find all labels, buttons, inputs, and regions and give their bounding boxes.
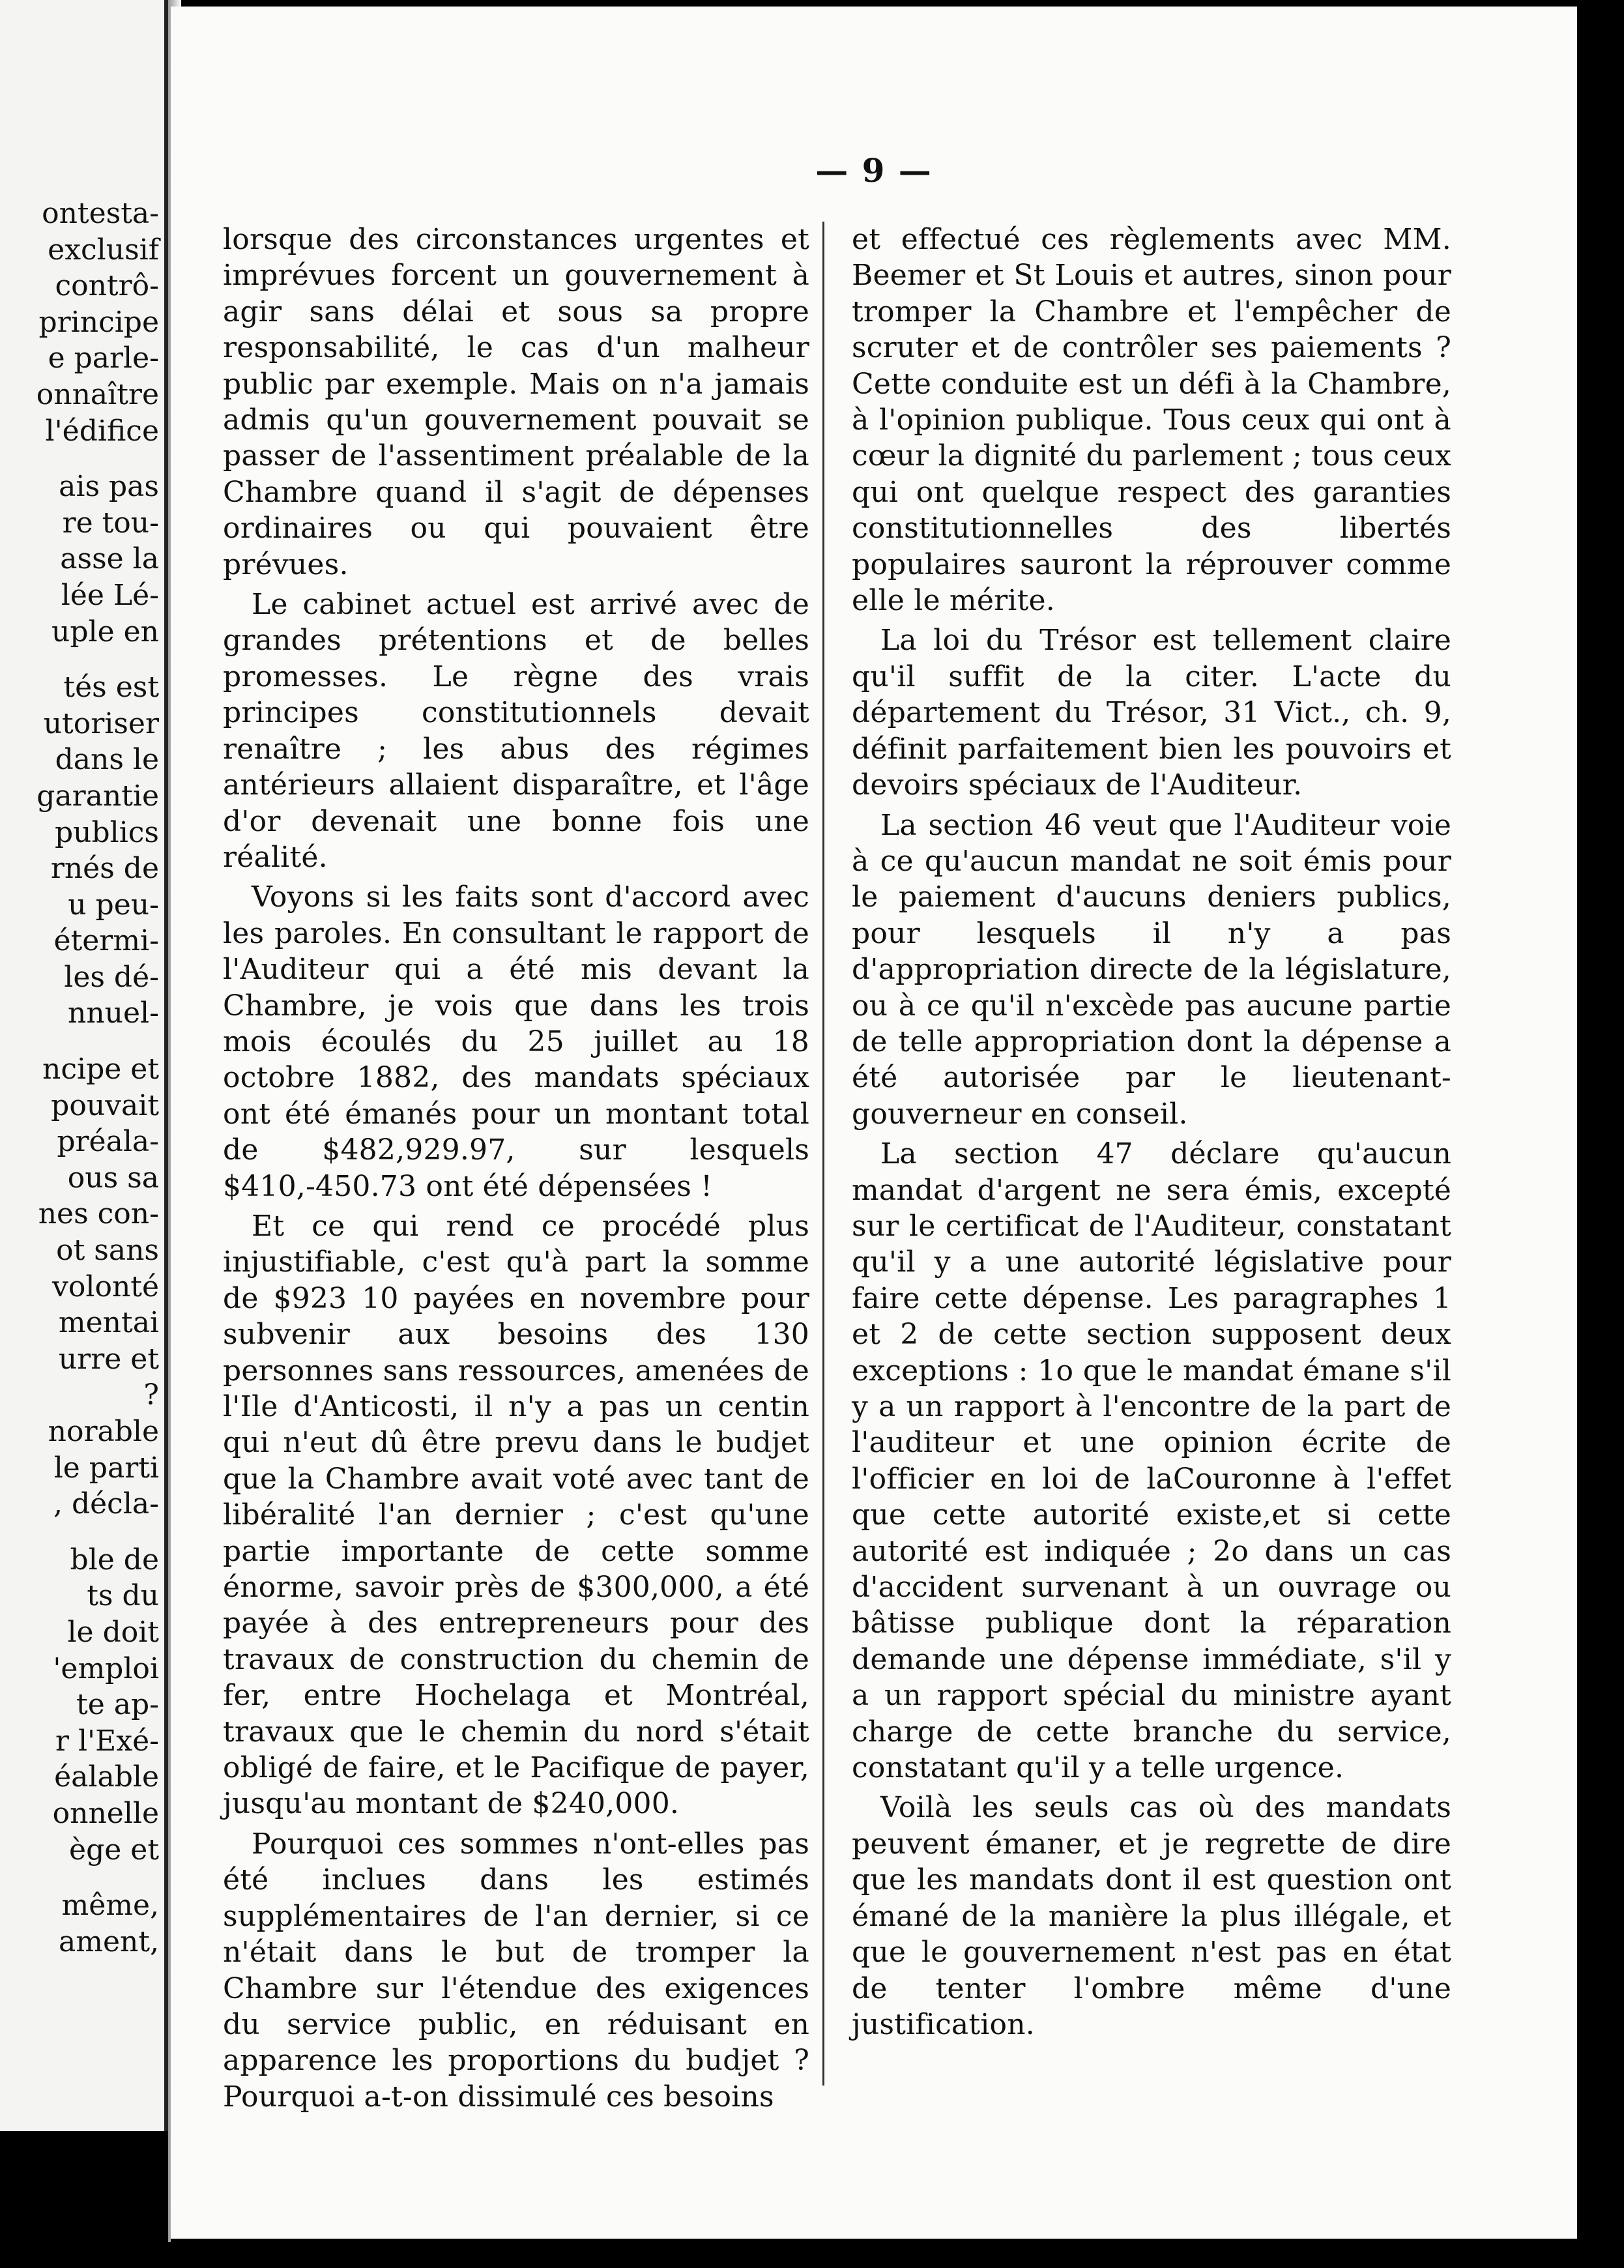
facing-page-line: volonté [52, 1270, 159, 1303]
facing-page-line: , décla- [53, 1487, 159, 1521]
paragraph: Et ce qui rend ce procédé plus injustifiable, c'est qu'à part la somme de $923 10 payées en novembre pour subvenir aux besoins des 130 personnes sans ressources, amenées de l'Ile d'Anticosti, il n'y a pas un centin qui n'eut dû être prevu dans le budjet que la Chambre avait voté avec tant de libéralité l'an dernier ; c'est qu'une partie importante de cette somme énorme, savoir près de $300,000, a été payée à des entrepreneurs pour des travaux de construction du chemin de fer, entre Hochelaga et Montréal, travaux que le chemin du nord s'était obligé de faire, et le Pacifique de payer, jusqu'au montant de $240,000. [223, 1209, 809, 1821]
paragraph: lorsque des circonstances urgentes et imprévues forcent un gouvernement à agir sans délai et sous sa propre responsabilité, le cas d'un malheur public par exemple. Mais on n'a jamais admis qu'un gouvernement pouvait se passer de l'assentiment préalable de la Chambre quand il s'agit de dépenses ordinaires ou qui pouvaient être prévues. [223, 223, 809, 581]
paragraph: et effectué ces règlements avec MM. Beemer et St Louis et autres, sinon pour tromper la Chambre et l'empêcher de scruter et de contrôler ses paiements ? Cette conduite est un défi à la Chambre, à l'opinion publique. Tous ceux qui ont à cœur la dignité du parlement ; tous ceux qui ont quelque respect des garanties constitutionnelles des libertés populaires sauront la réprouver comme elle le mérite. [852, 223, 1451, 618]
facing-page-line: le parti [53, 1451, 159, 1485]
paragraph: Voyons si les faits sont d'accord avec les paroles. En consultant le rapport de l'Auditeur qui a été mis devant la Chambre, je vois que dans les trois mois écoulés du 25 juillet au 18 octobre 1882, des mandats spéciaux ont été émanés pour un montant total de $482,929.97, sur lesquels $410,-450.73 ont été dépensées ! [223, 880, 809, 1203]
facing-page-line: nnuel- [68, 996, 159, 1030]
facing-page-line: ncipe et [42, 1053, 159, 1086]
facing-page-line: le doit [67, 1615, 159, 1649]
facing-page-text [0, 196, 164, 1960]
facing-page-line: étermi- [53, 924, 159, 958]
column-divider [822, 222, 824, 2086]
facing-page-line: dans le [55, 743, 159, 777]
facing-page-line: uple en [51, 615, 159, 648]
facing-page-line: ontesta- [42, 197, 159, 230]
facing-page-line: te ap- [76, 1688, 159, 1722]
facing-page-line: contrô- [55, 269, 159, 303]
scan-bottom-edge [171, 2239, 1577, 2268]
facing-page-line: publics [54, 815, 159, 849]
facing-page-line: préala- [57, 1125, 159, 1159]
facing-page-line: nes con- [38, 1197, 159, 1231]
right-column [852, 222, 1451, 2046]
facing-page-line: ble de [70, 1543, 159, 1577]
facing-page-line: les dé- [64, 960, 159, 994]
facing-page-line: onnelle [52, 1796, 159, 1830]
page-number: — 9 — [815, 151, 933, 190]
paragraph: Voilà les seuls cas où des mandats peuvent émaner, et je regrette de dire que les mandats dont il est question ont émané de la manière la plus illégale, et que le gouvernement n'est pas en état de tenter l'ombre même d'une justification. [852, 1791, 1451, 2041]
paragraph: Pourquoi ces sommes n'ont-elles pas été inclues dans les estimés supplémentaires de l'an dernier, si ce n'était dans le but de tromper la Chambre sur l'étendue des exigences du service public, en réduisant en apparence les proportions du budjet ? Pourquoi a-t-on dissimulé ces besoins [223, 1827, 809, 2114]
paragraph: Le cabinet actuel est arrivé avec de grandes prétentions et de belles promesses. Le règne des vrais principes constitutionnels devait renaître ; les abus des régimes antérieurs allaient disparaître, et l'âge d'or devenait une bonne fois une réalité. [223, 588, 809, 874]
facing-page-line: pouvait [51, 1088, 159, 1122]
facing-page-line: urre et [58, 1342, 159, 1376]
facing-page-line: ? [143, 1378, 159, 1412]
left-column [223, 222, 809, 2119]
facing-page-line: éalable [54, 1760, 159, 1794]
fragment-gap [0, 1868, 164, 1887]
facing-page-line: ège et [69, 1833, 159, 1867]
facing-page-line: rnés de [50, 852, 159, 886]
fragment-gap [0, 1522, 164, 1542]
facing-page-line: exclusif [48, 233, 159, 267]
facing-page-line: principe [38, 305, 159, 339]
paragraph: La section 47 déclare qu'aucun mandat d'argent ne sera émis, excepté sur le certificat de l'Auditeur, constatant qu'il y a une autorité législative pour faire cette dépense. Les paragraphes 1 et 2 de cette section supposent deux exceptions : 1o que le mandat émane s'il y a un rapport à l'encontre de la part de l'auditeur et une opinion écrite de l'officier en loi de laCouronne à l'effet que cette autorité existe,et si cette autorité est indiquée ; 2o dans un cas d'accident survenant à un ouvrage ou bâtisse publique dont la réparation demande une dépense immédiate, s'il y a un rapport spécial du ministre ayant charge de cette branche du service, constatant qu'il y a telle urgence. [852, 1137, 1451, 1785]
facing-page-fragment [0, 0, 168, 2131]
facing-page-line: norable [48, 1415, 159, 1448]
facing-page-line: mentai [58, 1306, 159, 1340]
facing-page-line: lée Lé- [61, 578, 159, 612]
facing-page-line: tés est [63, 671, 159, 705]
fragment-gap [0, 1032, 164, 1051]
facing-page-line: 'emploi [53, 1651, 159, 1685]
paragraph: La loi du Trésor est tellement claire qu'il suffit de la citer. L'acte du département du Trésor, 31 Vict., ch. 9, définit parfaitement bien les pouvoirs et devoirs spéciaux de l'Auditeur. [852, 624, 1451, 802]
fragment-gap [0, 650, 164, 669]
facing-page-line: l'édifice [45, 414, 159, 448]
facing-page-line: ts du [87, 1579, 159, 1613]
facing-page-line: asse la [60, 542, 159, 576]
facing-page-line: e parle- [48, 342, 159, 375]
facing-page-line: r l'Exé- [55, 1724, 159, 1758]
facing-page-line: ament, [59, 1925, 159, 1958]
facing-page-line: u peu- [68, 888, 159, 922]
facing-page-line: ais pas [59, 470, 159, 504]
paragraph: La section 46 veut que l'Auditeur voie à ce qu'aucun mandat ne soit émis pour le paiement d'aucuns deniers publics, pour lesquels il n'y a pas d'appropriation directe de la législature, ou à ce qu'il n'excède pas aucune partie de telle appropriation dont la dépense a été autorisée par le lieutenant-gouverneur en conseil. [852, 808, 1451, 1131]
facing-page-line: garantie [36, 779, 159, 813]
facing-page-line: utoriser [43, 706, 159, 740]
document-page [171, 7, 1577, 2239]
facing-page-line: onnaître [36, 377, 159, 411]
facing-page-line: re tou- [62, 506, 159, 540]
facing-page-line: même, [61, 1889, 159, 1923]
facing-page-line: ot sans [56, 1234, 159, 1268]
fragment-gap [0, 449, 164, 469]
facing-page-line: ous sa [67, 1161, 159, 1195]
